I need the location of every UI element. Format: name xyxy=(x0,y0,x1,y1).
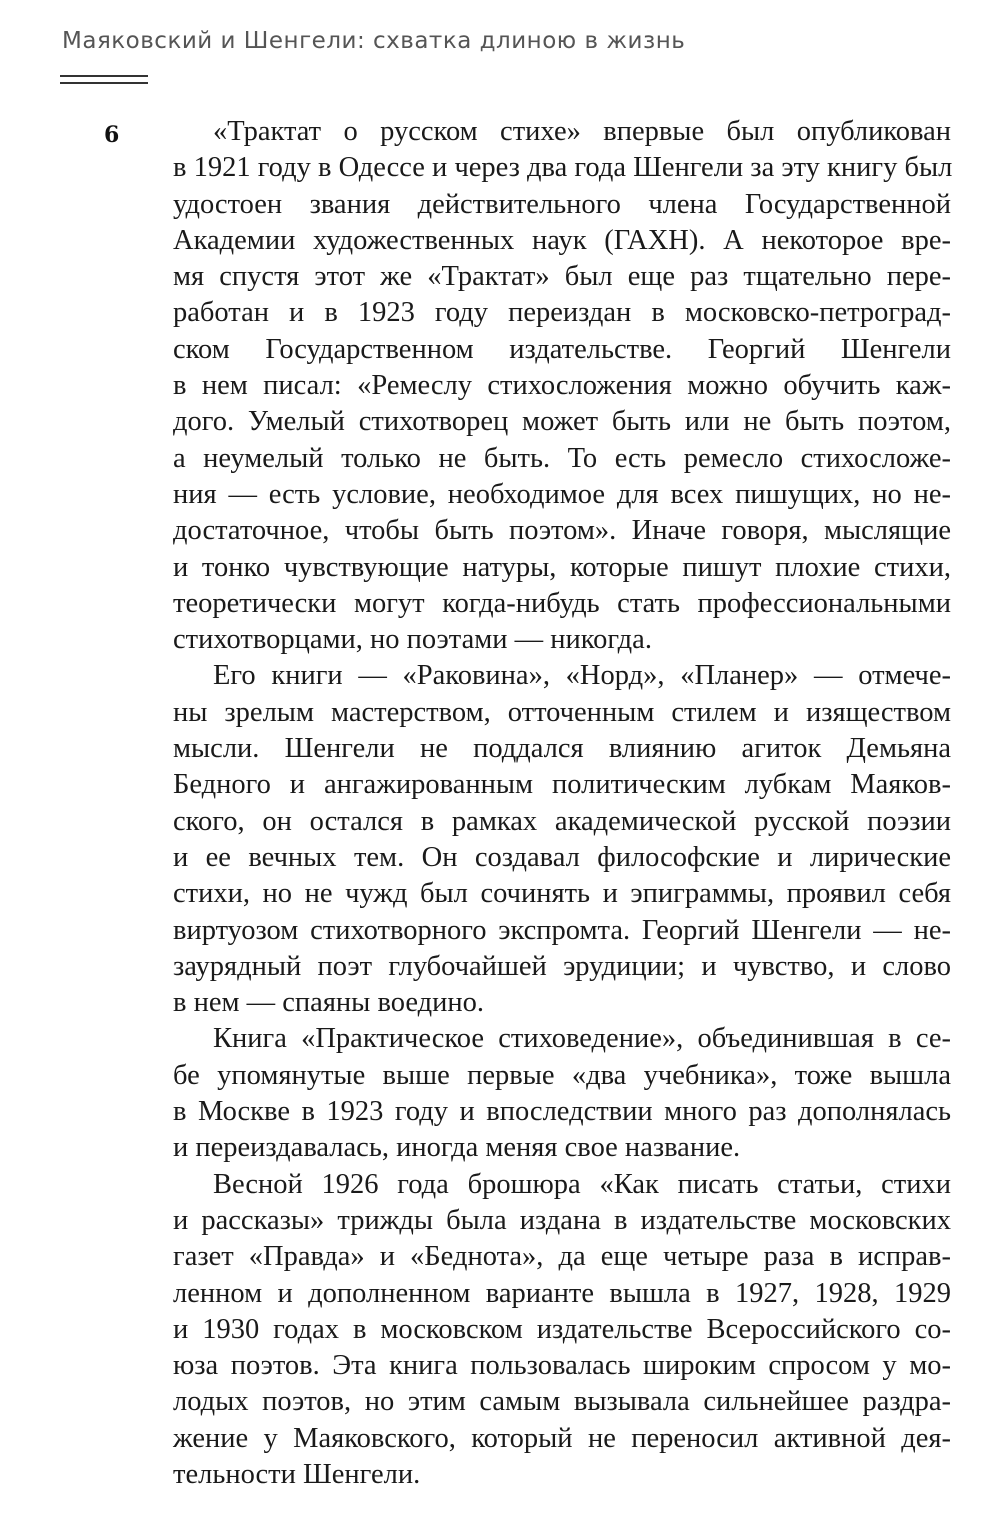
running-head: Маяковский и Шенгели: схватка длиною в жизнь xyxy=(62,28,686,54)
text-line: мысли. Шенгели не поддался влиянию агиток Демьяна xyxy=(173,733,951,765)
text-line: лодых поэтов, но этим самым вызывала сильнейшее раздра- xyxy=(173,1386,951,1418)
text-line: в Москве в 1923 году и впоследствии много раз дополнялась xyxy=(173,1096,951,1128)
text-line: в 1921 году в Одессе и через два года Шенгели за эту книгу был xyxy=(173,152,953,184)
text-line: ленном и дополненном варианте вышла в 1927, 1928, 1929 xyxy=(173,1277,951,1309)
text-line: виртуозом стихотворного экспромта. Георгий Шенгели — не- xyxy=(173,914,951,946)
text-line: ны зрелым мастерством, отточенным стилем и изяществом xyxy=(173,696,951,728)
text-line: и 1930 годах в московском издательстве Всероссийского со- xyxy=(173,1313,951,1345)
text-line: стихотворцами, но поэтами — никогда. xyxy=(173,624,652,656)
text-line: заурядный поэт глубочайшей эрудиции; и чувство, и слово xyxy=(173,950,951,982)
text-line: Весной 1926 года брошюра «Как писать статьи, стихи xyxy=(213,1168,951,1200)
text-line: газет «Правда» и «Беднота», да еще четыре раза в исправ- xyxy=(173,1241,951,1273)
text-line: ского, он остался в рамках академической русской поэзии xyxy=(173,805,951,837)
text-line: бе упомянутые выше первые «два учебника», тоже вышла xyxy=(173,1059,951,1091)
text-line: тельности Шенгели. xyxy=(173,1458,421,1490)
text-line: Бедного и ангажированным политическим лубкам Маяков- xyxy=(173,769,951,801)
text-line: стихи, но не чужд был сочинять и эпиграммы, проявил себя xyxy=(173,878,951,910)
paragraph xyxy=(173,114,951,658)
page-number: 6 xyxy=(104,122,120,148)
text-line: ния — есть условие, необходимое для всех пишущих, но не- xyxy=(173,478,951,510)
paragraph xyxy=(173,1167,951,1494)
text-line: и переиздавалась, иногда меняя свое название. xyxy=(173,1132,741,1164)
text-line: юза поэтов. Эта книга пользовалась широким спросом у мо- xyxy=(173,1350,951,1382)
text-line: удостоен звания действительного члена Государственной xyxy=(173,188,951,220)
text-line: Его книги — «Раковина», «Норд», «Планер» — отмече- xyxy=(213,660,951,692)
text-line: работан и в 1923 году переиздан в московско-петроград- xyxy=(173,297,951,329)
text-line: а неумелый только не быть. То есть ремесло стихосложе- xyxy=(173,442,951,474)
text-line: жение у Маяковского, который не переносил активной дея- xyxy=(173,1422,951,1454)
text-line: и ее вечных тем. Он создавал философские и лирические xyxy=(173,841,951,873)
paragraph xyxy=(173,1021,951,1166)
text-line: в нем — спаяны воедино. xyxy=(173,987,484,1019)
text-line: «Трактат о русском стихе» впервые был опубликован xyxy=(213,116,951,147)
text-line: Академии художественных наук (ГАХН). А некоторое вре- xyxy=(173,224,951,256)
text-line: и тонко чувствующие натуры, которые пишут плохие стихи, xyxy=(173,551,951,583)
text-line: и рассказы» трижды была издана в издательстве московских xyxy=(173,1204,951,1236)
text-line: в нем писал: «Ремеслу стихосложения можно обучить каж- xyxy=(173,370,951,402)
header-rule xyxy=(60,75,148,84)
paragraph xyxy=(173,658,951,1021)
text-line: Книга «Практическое стиховедение», объединившая в се- xyxy=(213,1023,951,1055)
text-line: мя спустя этот же «Трактат» был еще раз тщательно пере- xyxy=(173,261,951,293)
text-line: достаточное, чтобы быть поэтом». Иначе говоря, мыслящие xyxy=(173,515,951,547)
body-text xyxy=(173,114,951,1493)
text-line: ском Государственном издательстве. Георгий Шенгели xyxy=(173,333,951,365)
text-line: теоретически могут когда-нибудь стать профессиональными xyxy=(173,587,951,619)
text-line: дого. Умелый стихотворец может быть или не быть поэтом, xyxy=(173,406,951,438)
